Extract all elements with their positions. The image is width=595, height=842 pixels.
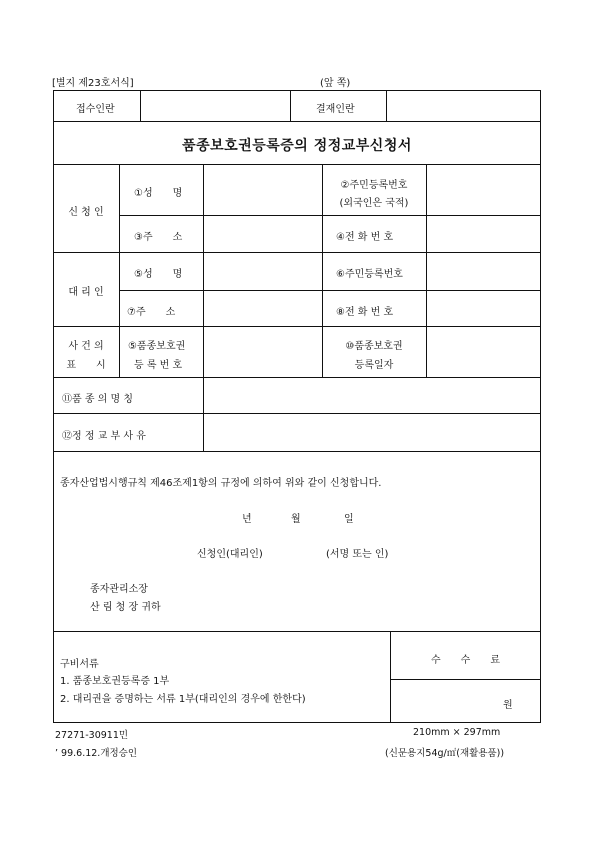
recipient-line-2: 산 림 청 장 귀하 [90, 602, 161, 613]
fee-label: 수 수 료 [431, 655, 500, 666]
signature-note: (서명 또는 인) [326, 549, 389, 560]
required-documents-title: 구비서류 [60, 659, 99, 670]
required-document-2: 2. 대리권을 증명하는 서류 1부(대리인의 경우에 한한다) [60, 694, 306, 705]
applicant-rrn-label: ②주민등록번호 [340, 180, 408, 191]
divider [53, 326, 541, 327]
case-section-label-2: 표 시 [66, 360, 106, 371]
registration-date-label-2: 등록일자 [354, 360, 394, 371]
agent-name-label: ⑤성 명 [134, 269, 183, 280]
divider [53, 377, 541, 378]
form-title: 품종보호권등록증의 정정교부신청서 [182, 138, 412, 154]
date-month-label: 월 [291, 514, 301, 525]
variety-name-label: ⑪품 종 의 명 칭 [62, 394, 134, 405]
registration-number-label-2: 등 록 번 호 [134, 360, 183, 371]
divider [119, 215, 541, 216]
paper-size: 210mm × 297mm [413, 727, 501, 738]
revision-approval: ’ 99.6.12.개정승인 [55, 748, 138, 759]
signatory-label: 신청인(대리인) [197, 549, 263, 560]
page-side-label: (앞 쪽) [320, 78, 351, 89]
approval-column-label: 결재인란 [316, 104, 355, 115]
divider [426, 164, 427, 377]
recipient-line-1: 종자관리소장 [90, 584, 148, 595]
divider [386, 90, 387, 121]
divider [203, 377, 204, 451]
form-frame [53, 90, 541, 723]
paper-spec: (신문용지54g/㎡(재활용품)) [385, 748, 505, 759]
reissue-reason-label: ⑫정 정 교 부 사 유 [62, 431, 146, 442]
divider [53, 451, 541, 452]
required-document-1: 1. 품종보호권등록증 1부 [60, 676, 170, 687]
divider [119, 164, 120, 377]
fee-unit: 원 [503, 700, 513, 711]
case-section-label: 사 건 의 [68, 341, 104, 352]
registration-date-label: ⑩품종보호권 [345, 341, 403, 352]
divider [390, 631, 391, 723]
divider [290, 90, 291, 121]
application-statement: 종자산업법시행규칙 제46조제1항의 규정에 의하여 위와 같이 신청합니다. [60, 478, 382, 489]
divider [53, 252, 541, 253]
divider [140, 90, 141, 121]
divider [203, 164, 204, 377]
divider [53, 164, 541, 165]
agent-section-label: 대 리 인 [68, 287, 104, 298]
applicant-name-label: ①성 명 [134, 188, 183, 199]
divider [53, 121, 541, 122]
date-year-label: 년 [242, 514, 252, 525]
receipt-column-label: 접수인란 [76, 104, 115, 115]
registration-number-label: ⑤품종보호권 [128, 341, 186, 352]
applicant-phone-label: ④전 화 번 호 [336, 232, 394, 243]
applicant-section-label: 신 청 인 [68, 207, 104, 218]
date-day-label: 일 [344, 514, 354, 525]
divider [119, 290, 541, 291]
agent-phone-label: ⑧전 화 번 호 [336, 307, 394, 318]
form-number: [별지 제23호서식] [52, 78, 134, 89]
applicant-address-label: ③주 소 [134, 232, 183, 243]
agent-rrn-label: ⑥주민등록번호 [336, 269, 403, 280]
form-code: 27271-30911민 [55, 730, 129, 741]
agent-address-label: ⑦주 소 [127, 307, 176, 318]
divider [390, 679, 541, 680]
divider [53, 413, 541, 414]
applicant-nationality-note: (외국인은 국적) [339, 198, 409, 209]
divider [53, 631, 541, 632]
